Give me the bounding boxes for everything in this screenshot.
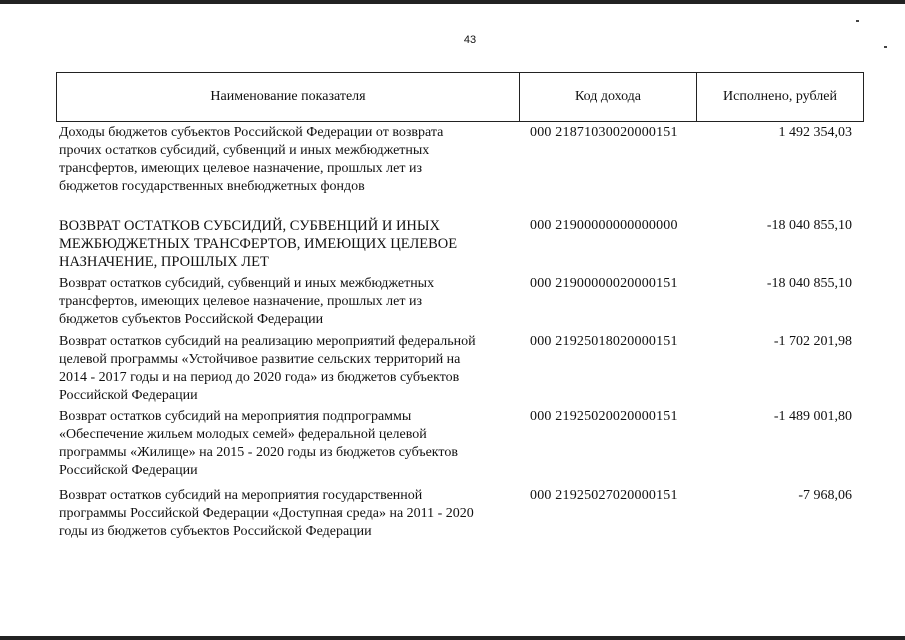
- row-code: 000 21900000020000151: [530, 276, 678, 291]
- row-name-line: 2014 - 2017 годы и на период до 2020 года» из бюджетов субъектов: [59, 370, 460, 385]
- row-name-line: целевой программы «Устойчивое развитие сельских территорий на: [59, 352, 461, 367]
- row-amount: -1 489 001,80: [773, 409, 852, 424]
- row-amount: 1 492 354,03: [778, 125, 852, 140]
- row-name: [59, 124, 519, 196]
- row-name-line: трансфертов, имеющих целевое назначение, прошлых лет из: [59, 161, 422, 176]
- row-name-line: прочих остатков субсидий, субвенций и иных межбюджетных: [59, 143, 430, 158]
- row-name-line: бюджетов государственных внебюджетных фондов: [59, 179, 365, 194]
- scan-speck: [856, 20, 859, 22]
- row-name: [59, 408, 519, 480]
- row-name-line: НАЗНАЧЕНИЕ, ПРОШЛЫХ ЛЕТ: [59, 254, 269, 270]
- table-header: [56, 72, 864, 122]
- row-name-line: Возврат остатков субсидий на реализацию мероприятий федеральной: [59, 334, 476, 349]
- row-name: [59, 333, 519, 405]
- row-name-line: бюджетов субъектов Российской Федерации: [59, 312, 324, 327]
- row-code: 000 21900000000000000: [530, 218, 678, 233]
- row-name-line: Возврат остатков субсидий на мероприятия подпрограммы: [59, 409, 412, 424]
- row-name-line: Возврат остатков субсидий, субвенций и иных межбюджетных: [59, 276, 435, 291]
- row-name-line: ВОЗВРАТ ОСТАТКОВ СУБСИДИЙ, СУБВЕНЦИЙ И ИНЫХ: [59, 218, 441, 234]
- row-amount: -18 040 855,10: [766, 276, 852, 291]
- row-code: 000 21925018020000151: [530, 334, 678, 349]
- row-name-line: Российской Федерации: [59, 463, 198, 478]
- row-name-line: «Обеспечение жильем молодых семей» федеральной целевой: [59, 427, 427, 442]
- row-amount: -18 040 855,10: [766, 218, 852, 233]
- page-number: 43: [463, 34, 477, 46]
- row-code: 000 21925020020000151: [530, 409, 678, 424]
- row-name-line: МЕЖБЮДЖЕТНЫХ ТРАНСФЕРТОВ, ИМЕЮЩИХ ЦЕЛЕВОЕ: [59, 236, 458, 252]
- row-name: [59, 275, 519, 329]
- row-name-line: годы из бюджетов субъектов Российской Федерации: [59, 524, 372, 539]
- row-name-line: программы «Жилище» на 2015 - 2020 годы из бюджетов субъектов: [59, 445, 458, 460]
- header-amount-column: Исполнено, рублей: [723, 89, 837, 104]
- row-amount: -1 702 201,98: [773, 334, 852, 349]
- row-name-line: программы Российской Федерации «Доступная среда» на 2011 - 2020: [59, 506, 474, 521]
- row-name-line: Российской Федерации: [59, 388, 198, 403]
- row-name-line: Доходы бюджетов субъектов Российской Федерации от возврата: [59, 125, 444, 140]
- header-name-column: Наименование показателя: [57, 73, 520, 121]
- row-code: 000 21871030020000151: [530, 125, 678, 140]
- row-name: [59, 217, 519, 271]
- row-name-line: Возврат остатков субсидий на мероприятия государственной: [59, 488, 423, 503]
- row-name-line: трансфертов, имеющих целевое назначение, прошлых лет из: [59, 294, 422, 309]
- scan-top-border: [0, 0, 905, 4]
- header-code-column: Код дохода: [520, 73, 697, 121]
- row-amount: -7 968,06: [798, 488, 852, 503]
- row-name: [59, 487, 519, 541]
- scan-bottom-border: [0, 636, 905, 640]
- scan-speck: [884, 46, 887, 48]
- row-code: 000 21925027020000151: [530, 488, 678, 503]
